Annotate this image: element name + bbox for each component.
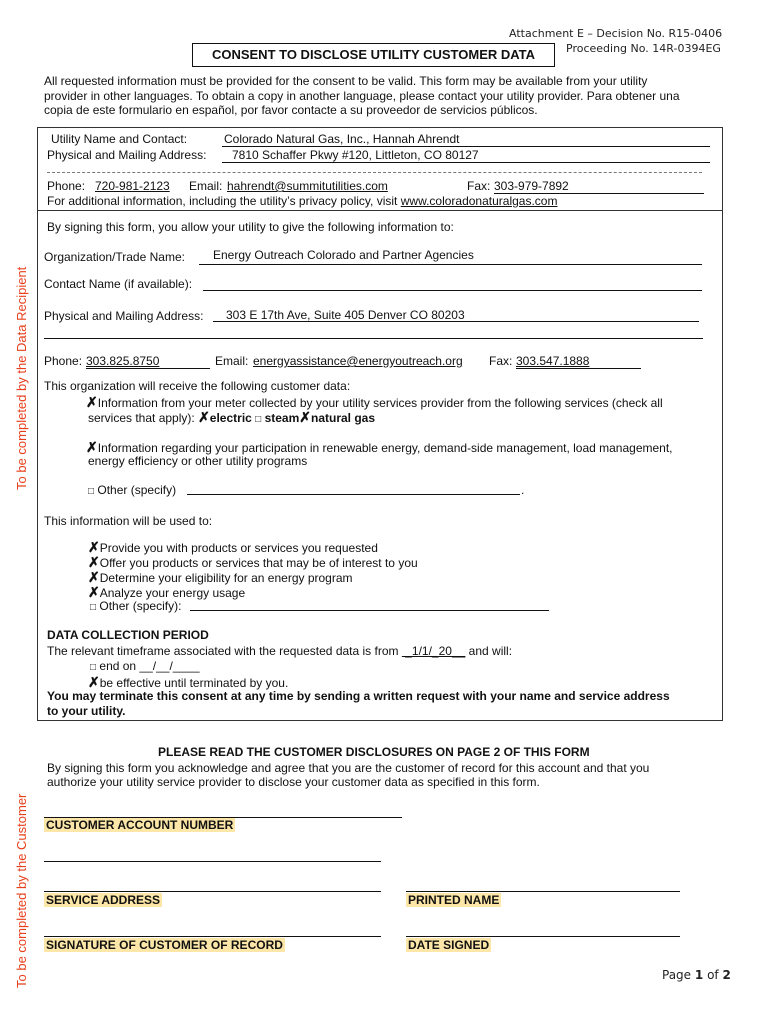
checked-x-icon[interactable]: ✗ [198,409,210,425]
utility-website-link[interactable]: www.coloradonaturalgas.com [400,194,558,208]
utility-info-text [47,194,557,208]
recipient-address-line-2[interactable] [44,338,703,339]
period-from-day: 1 [421,644,429,658]
other-data-label: Other (specify) [97,483,177,497]
period-heading: DATA COLLECTION PERIOD [47,628,209,642]
end-on-label: end on [99,659,137,673]
utility-address-line [222,162,710,163]
other-data-line[interactable] [187,494,520,495]
service-natural-gas: natural gas [310,411,376,425]
intro-text [44,74,724,118]
period-text [47,644,512,658]
form-title: CONSENT TO DISCLOSE UTILITY CUSTOMER DATA [192,43,555,67]
meter-line-2: services that apply): [88,411,195,425]
page-number: 1 [694,968,704,982]
use-other-line[interactable] [190,610,549,611]
utility-fax-value[interactable]: 303-979-7892 [494,179,569,193]
ack-line-1: By signing this form you acknowledge and agree that you are the customer of record for this account and that you [47,761,650,775]
receive-heading: This organization will receive the following customer data: [44,379,351,393]
service-electric: electric [209,411,252,425]
contact-label: Contact Name (if available): [44,277,193,291]
checked-x-icon[interactable]: ✗ [88,554,100,570]
period-mark: . [521,483,525,497]
use-item-label: Provide you with products or services you requested [99,541,378,555]
service-steam: steam [264,411,300,425]
checked-x-icon[interactable]: ✗ [88,539,100,555]
other-data-option [88,483,176,497]
recipient-phone-line [86,368,210,369]
unchecked-box-icon[interactable]: □ [255,414,262,425]
unchecked-box-icon[interactable]: □ [90,662,97,673]
checked-x-icon[interactable]: ✗ [86,439,98,455]
recipient-fax-line [516,368,641,369]
terminate-line-1: You may terminate this consent at any time by sending a written request with your name and service address [47,689,670,703]
checked-x-icon[interactable]: ✗ [86,394,98,410]
effective-label: be effective until terminated by you. [99,676,289,690]
recipient-email-value[interactable]: energyassistance@energyoutreach.org [253,354,463,368]
participation-line-2: energy efficiency or other utility programs [88,454,308,468]
utility-phone-value[interactable]: 720-981-2123 [95,179,170,193]
use-other-label: Other (specify): [99,599,182,613]
recipient-phone-label: Phone: [44,354,83,368]
end-on-option [90,659,200,673]
account-number-line-2[interactable] [44,861,381,862]
participation-line-1: Information regarding your participation in renewable energy, demand-side management, load management, [97,441,673,455]
of-word: of [707,968,719,982]
intro-line: provider in other languages. To obtain a copy in another language, please contact your utility provider. Para obtener una [44,88,680,103]
end-on-date[interactable]: __/__/____ [139,659,200,673]
recipient-address-line [213,321,699,322]
utility-address-label: Physical and Mailing Address: [47,148,207,162]
use-item-label: Determine your eligibility for an energy program [99,571,353,585]
service-address-label: SERVICE ADDRESS [46,893,161,907]
printed-name-line[interactable] [406,891,680,892]
use-other-option [90,599,181,613]
unchecked-box-icon[interactable]: □ [90,602,97,613]
period-will: and will: [468,644,513,658]
recipient-address-label: Physical and Mailing Address: [44,309,204,323]
period-from-year: 20 [438,644,452,658]
terminate-line-2: to your utility. [47,704,126,718]
printed-name-label: PRINTED NAME [408,893,500,907]
date-signed-line[interactable] [406,936,680,937]
checked-x-icon[interactable]: ✗ [88,569,100,585]
checked-x-icon[interactable]: ✗ [88,674,100,690]
signature-label: SIGNATURE OF CUSTOMER OF RECORD [46,938,283,952]
period-from-date[interactable]: _1/1/_20__ [401,644,466,658]
utility-email-label: Email: [189,179,223,193]
recipient-email-label: Email: [215,354,249,368]
account-number-label: CUSTOMER ACCOUNT NUMBER [46,818,234,832]
service-address-line[interactable] [44,891,381,892]
utility-name-value[interactable]: Colorado Natural Gas, Inc., Hannah Ahrendt [224,132,460,146]
use-heading: This information will be used to: [44,514,213,528]
page-total: 2 [722,968,731,982]
ack-line-2: authorize your utility service provider to disclose your customer data as specified in this form. [47,775,540,789]
date-signed-label: DATE SIGNED [408,938,490,952]
org-label: Organization/Trade Name: [44,250,185,264]
unchecked-box-icon[interactable]: □ [88,486,95,497]
checked-x-icon[interactable]: ✗ [88,584,100,600]
utility-info-prefix: For additional information, including the utility’s privacy policy, visit [47,194,398,208]
divider [47,172,702,173]
recipient-address-value[interactable]: 303 E 17th Ave, Suite 405 Denver CO 80203 [226,308,465,322]
utility-phone-label: Phone: [47,179,86,193]
recipient-fax-label: Fax: [489,354,513,368]
utility-fax-label: Fax: [467,179,491,193]
recipient-intro: By signing this form, you allow your utility to give the following information to: [47,220,454,234]
page-word: Page [662,968,692,982]
meter-line-1: Information from your meter collected by your utility services provider from the following services (check all [97,396,663,410]
page-indicator [662,968,731,982]
use-item-label: Offer you products or services that may be of interest to you [99,556,418,570]
recipient-phone-value[interactable]: 303.825.8750 [86,354,160,368]
utility-name-label: Utility Name and Contact: [51,132,188,146]
period-label: The relevant timeframe associated with the requested data is from [47,644,399,658]
recipient-side-label: To be completed by the Data Recipient [14,266,29,490]
services-row [88,409,375,426]
intro-line: All requested information must be provided for the consent to be valid. This form may be available from your utility [44,74,648,88]
proceeding-label: Proceeding No. 14R-0394EG [566,42,721,55]
recipient-fax-value[interactable]: 303.547.1888 [516,354,590,368]
utility-address-value[interactable]: 7810 Schaffer Pkwy #120, Littleton, CO 80127 [232,148,479,162]
utility-email-value[interactable]: hahrendt@summitutilities.com [227,179,388,193]
customer-side-label: To be completed by the Customer [14,793,29,988]
attachment-label: Attachment E – Decision No. R15-0406 [509,27,723,40]
org-value[interactable]: Energy Outreach Colorado and Partner Agencies [213,248,474,262]
period-from-month: 1 [411,644,419,658]
intro-line: copia de este formulario en español, por favor contacte a su proveedor de servicios públicos. [44,103,538,117]
disclosure-heading: PLEASE READ THE CUSTOMER DISCLOSURES ON PAGE 2 OF THIS FORM [158,745,590,759]
contact-line[interactable] [203,290,702,291]
use-item-label: Analyze your energy usage [99,586,246,600]
org-line [199,264,702,265]
signature-line[interactable] [44,936,381,937]
checked-x-icon[interactable]: ✗ [299,409,311,425]
utility-name-line [222,146,710,147]
